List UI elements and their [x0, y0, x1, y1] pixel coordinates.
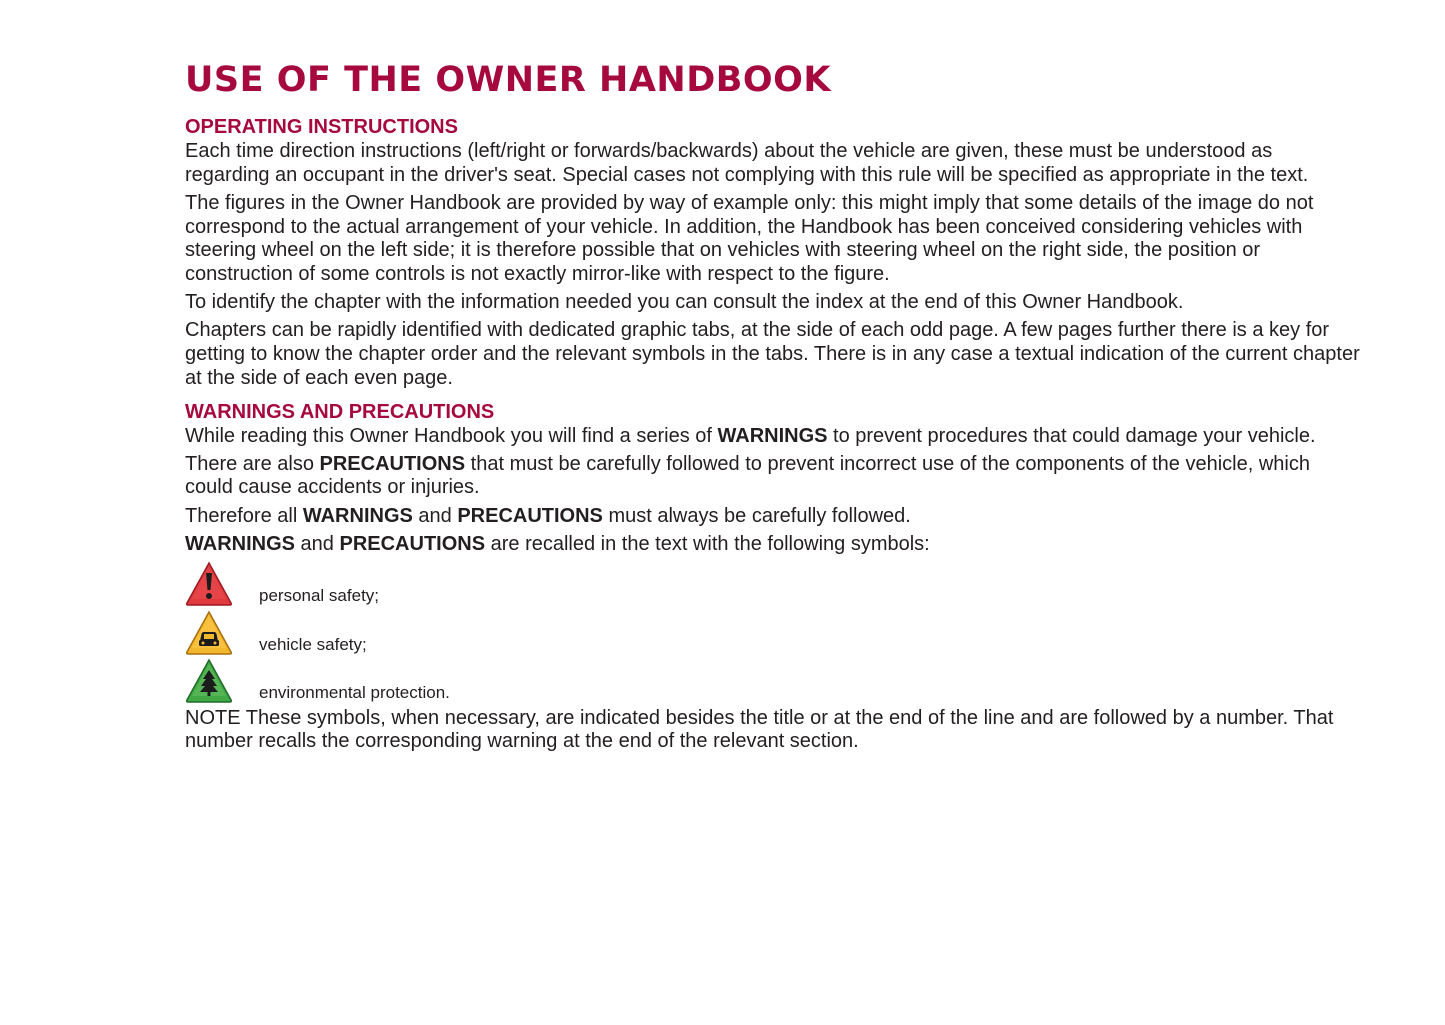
text-run: and — [295, 532, 340, 555]
text-run: There are also — [185, 452, 320, 475]
text-run: Therefore all — [185, 504, 303, 527]
warnings-keyword: WARNINGS — [185, 532, 295, 555]
warnings-precautions-heading: WARNINGS AND PRECAUTIONS — [185, 400, 495, 423]
page-title: USE OF THE OWNER HANDBOOK — [185, 60, 832, 100]
text-run: and — [412, 504, 458, 527]
operating-instructions-heading: OPERATING INSTRUCTIONS — [185, 116, 458, 138]
vehicle-safety-warning-icon — [185, 610, 233, 656]
symbols-legend — [185, 561, 1360, 707]
text-run: must always be carefully followed. — [602, 504, 911, 527]
warnings-paragraph-series — [185, 425, 1360, 449]
symbol-label: environmental protection. — [259, 683, 450, 703]
symbol-row-personal-safety — [185, 561, 1360, 610]
symbol-label: vehicle safety; — [259, 634, 367, 654]
warnings-keyword: WARNINGS — [717, 424, 828, 447]
operating-paragraph-chapters: Chapters can be rapidly identified with dedicated graphic tabs, at the side of each odd page. A few pages further there is a key for getting to know the chapter order and the relevant symbols in the tabs. There is in any case a textual indication of the current chapter at the side of each even page. — [185, 319, 1360, 389]
symbols-intro-paragraph — [185, 533, 1360, 557]
warnings-precautions-section — [185, 399, 1360, 754]
note-paragraph: NOTE These symbols, when necessary, are indicated besides the title or at the end of the line and are followed by a number. That number recalls the corresponding warning at the end of the relevant section. — [185, 706, 1334, 753]
symbol-label: personal safety; — [259, 586, 380, 606]
precautions-paragraph — [185, 453, 1360, 500]
text-run: to prevent procedures that could damage your vehicle. — [827, 424, 1316, 447]
warnings-keyword: WARNINGS — [302, 504, 413, 527]
operating-paragraph-direction: Each time direction instructions (left/right or forwards/backwards) about the vehicle are given, these must be understood as regarding an occupant in the driver's seat. Special cases not complying with this rule will be specified as appropriate in the text. — [185, 140, 1309, 186]
text-run: that must be carefully followed to prevent incorrect use of the components of the vehicle, which could cause accidents or injuries. — [185, 452, 1310, 499]
symbol-row-environmental-protection — [185, 658, 1360, 707]
precautions-keyword: PRECAUTIONS — [319, 452, 466, 475]
page-content — [185, 58, 1360, 758]
text-run: While reading this Owner Handbook you will find a series of — [185, 424, 718, 447]
operating-paragraph-index: To identify the chapter with the information needed you can consult the index at the end of this Owner Handbook. — [185, 291, 1184, 314]
follow-paragraph — [185, 505, 1360, 529]
operating-instructions-section — [185, 114, 1360, 391]
text-run: are recalled in the text with the following symbols: — [485, 532, 930, 555]
precautions-keyword: PRECAUTIONS — [457, 504, 603, 527]
personal-safety-warning-icon — [185, 561, 233, 607]
operating-paragraph-figures: The figures in the Owner Handbook are provided by way of example only: this might imply that some details of the image do not correspond to the actual arrangement of your vehicle. In addition, the Handbook has been conceived considering vehicles with steering wheel on the left side; it is therefore possible that on vehicles with steering wheel on the right side, the position or construction of some controls is not exactly mirror-like with respect to the figure. — [185, 191, 1314, 286]
symbol-row-vehicle-safety — [185, 610, 1360, 659]
precautions-keyword: PRECAUTIONS — [339, 532, 486, 555]
environmental-protection-icon — [185, 658, 233, 704]
